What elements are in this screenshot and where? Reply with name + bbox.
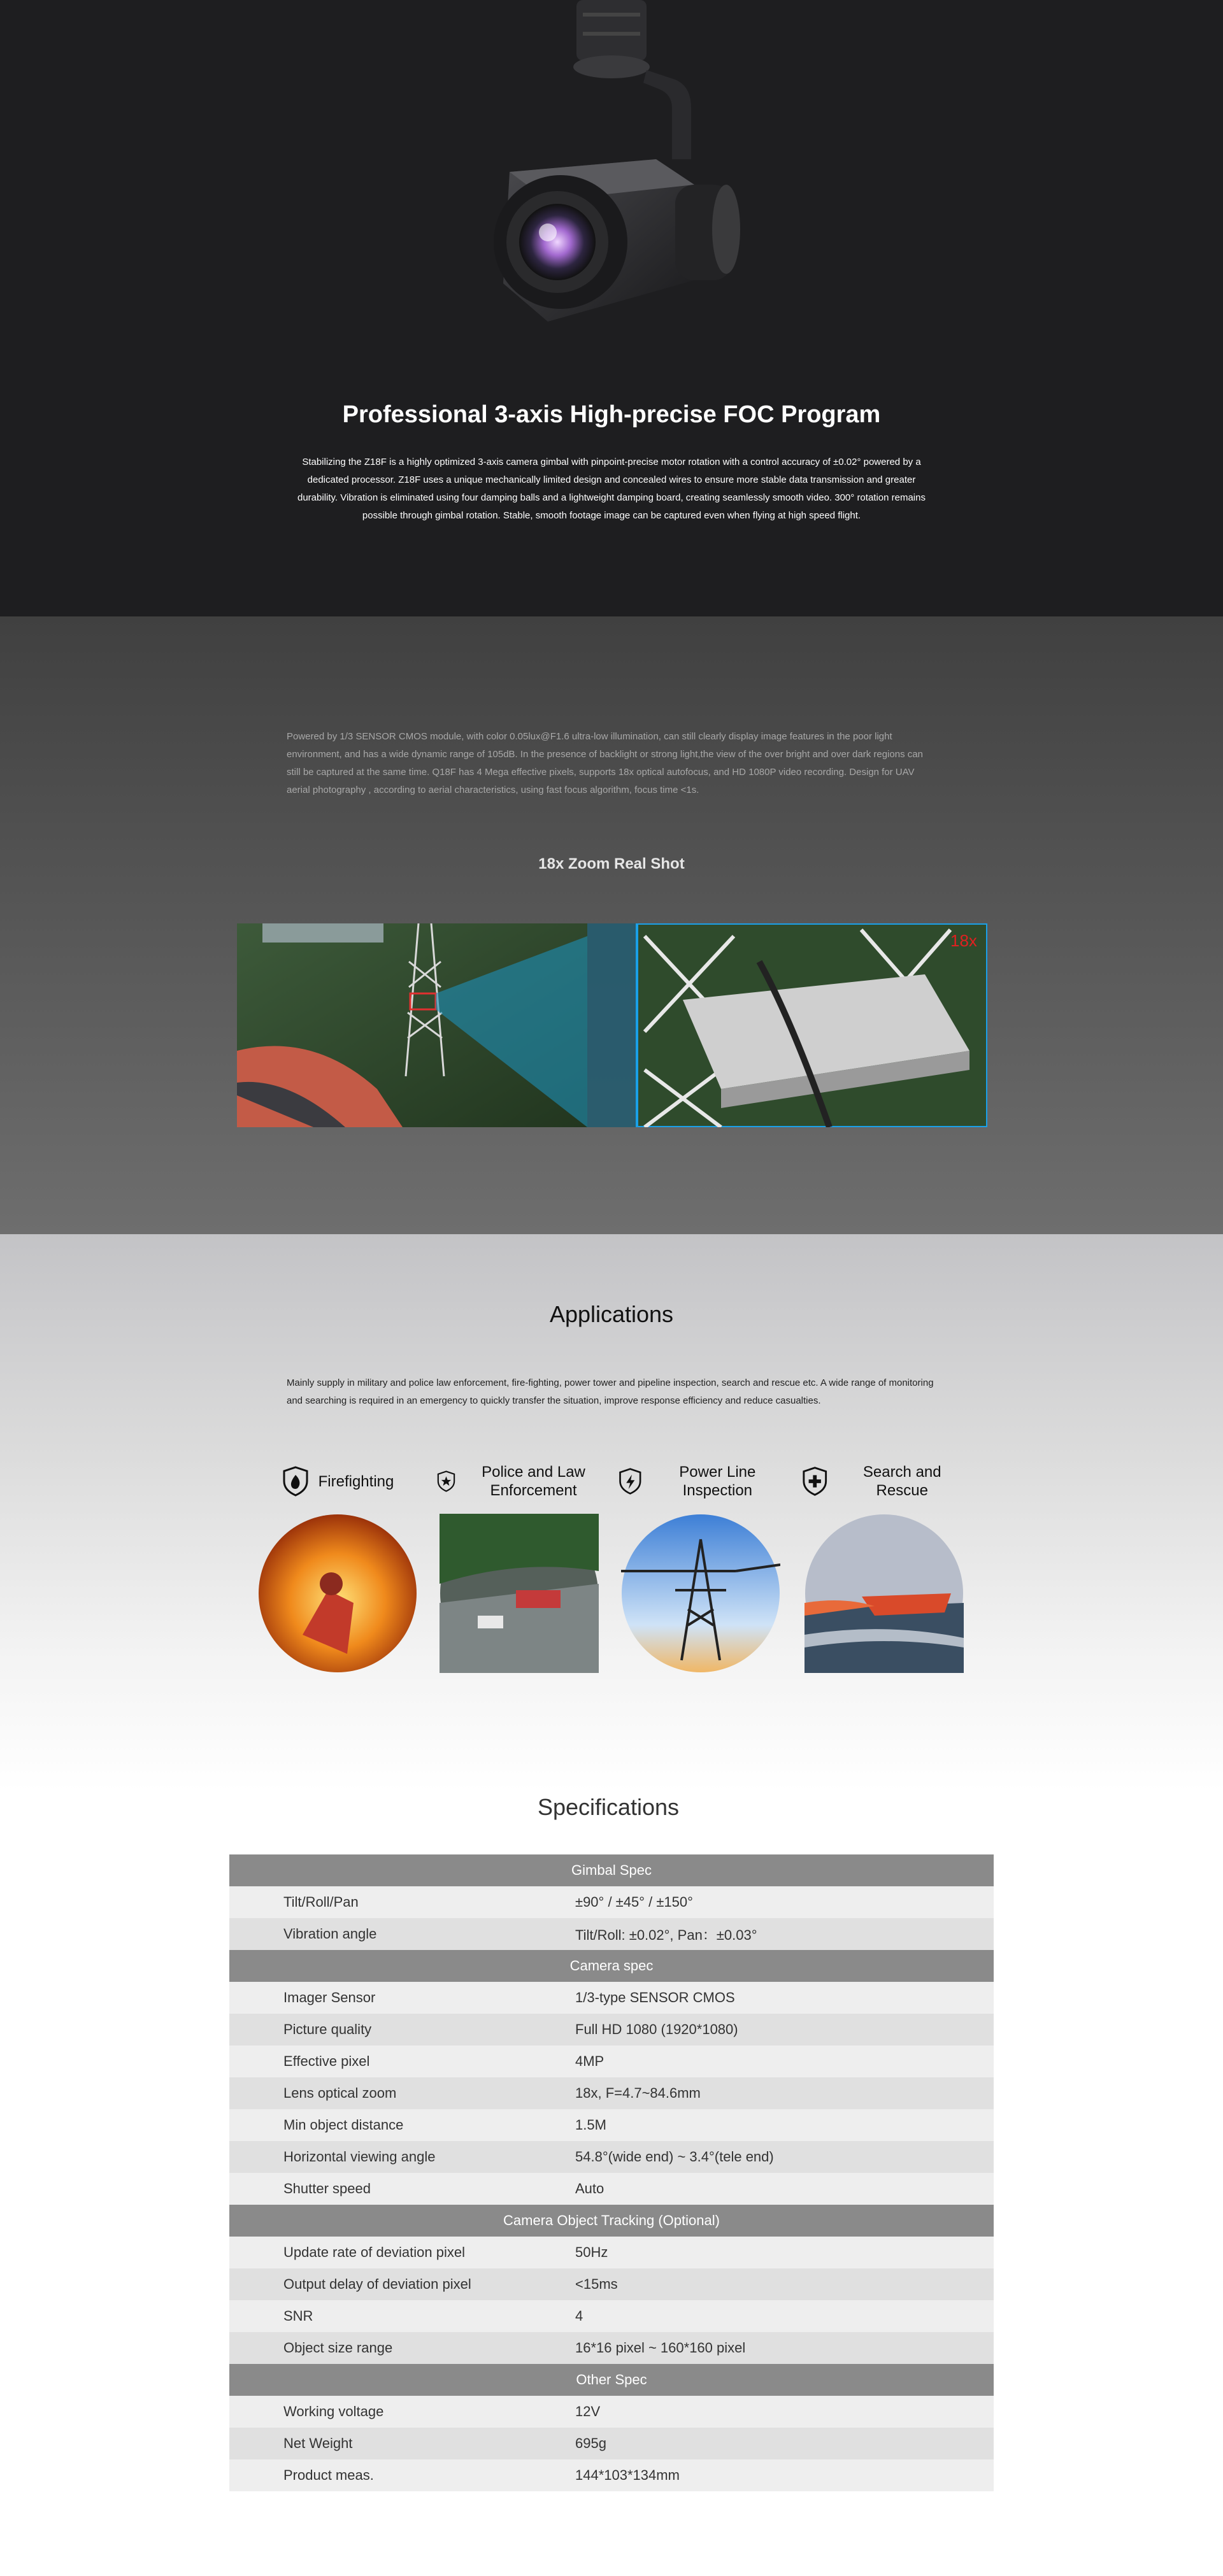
spec-key: Imager Sensor xyxy=(283,1989,376,2005)
spec-key: Tilt/Roll/Pan xyxy=(283,1894,359,1910)
spec-row xyxy=(229,2141,994,2173)
spec-value: 16*16 pixel ~ 160*160 pixel xyxy=(575,2340,746,2356)
spec-key: Min object distance xyxy=(283,2117,404,2133)
spec-row xyxy=(229,2109,994,2141)
spec-table xyxy=(229,1854,994,2491)
specifications-title: Specifications xyxy=(537,1794,680,1820)
zoom-badge: 18x xyxy=(950,931,977,950)
cross-shield-icon xyxy=(801,1466,828,1497)
spec-key: Update rate of deviation pixel xyxy=(283,2244,465,2260)
foc-title: Professional 3-axis High-precise FOC Program xyxy=(342,401,881,428)
spec-row xyxy=(229,2077,994,2109)
spec-key: Effective pixel xyxy=(283,2053,370,2069)
spec-row xyxy=(229,2300,994,2332)
spec-group-header: Other Spec xyxy=(229,2364,994,2396)
specifications-section xyxy=(0,1791,1223,2576)
spec-row xyxy=(229,2268,994,2300)
spec-key: Output delay of deviation pixel xyxy=(283,2276,471,2292)
spec-group-header: Camera Object Tracking (Optional) xyxy=(229,2205,994,2237)
spec-row xyxy=(229,2428,994,2459)
spec-row xyxy=(229,1918,994,1950)
lightning-shield-icon xyxy=(618,1466,643,1497)
spec-value: 695g xyxy=(575,2435,606,2451)
applications-section xyxy=(0,1234,1223,1791)
spec-group-header: Camera spec xyxy=(229,1950,994,1982)
gimbal-camera-image xyxy=(0,0,1223,344)
foc-description: Stabilizing the Z18F is a highly optimized 3-axis camera gimbal with pinpoint-precise motor rotation with a control accuracy of ±0.02° powered by a dedicated processor. Z18F uses a unique mechanically limited design and concealed wires to ensure more stable data transmission and greater durability. Vibration is eliminated using four damping balls and a lightweight damping board, creating seamlessly smooth video. 300° rotation remains possible through gimbal rotation. Stable, smooth footage image can be captured even when flying at high speed flight. xyxy=(297,457,926,521)
spec-row xyxy=(229,1982,994,2014)
spec-value: <15ms xyxy=(575,2276,618,2292)
spec-value: Auto xyxy=(575,2181,604,2196)
application-item-search-rescue xyxy=(801,1462,967,1678)
application-item-firefighting xyxy=(255,1462,420,1678)
spec-value: 1/3-type SENSOR CMOS xyxy=(575,1989,735,2005)
spec-value: 144*103*134mm xyxy=(575,2467,680,2483)
applications-title: Applications xyxy=(549,1301,674,1327)
spec-key: Vibration angle xyxy=(283,1926,377,1942)
foc-program-section xyxy=(0,0,1223,616)
spec-key: Picture quality xyxy=(283,2021,372,2037)
spec-value: Full HD 1080 (1920*1080) xyxy=(575,2021,738,2037)
spec-group-header: Gimbal Spec xyxy=(229,1854,994,1886)
police-star-shield-icon xyxy=(436,1466,456,1497)
spec-key: Net Weight xyxy=(283,2435,353,2451)
police-photo xyxy=(440,1514,599,1673)
applications-description: Mainly supply in military and police law enforcement, fire-fighting, power tower and pipeline inspection, search and rescue etc. A wide range of monitoring and searching is required in an emergency to quickly transfer the situation, improve response efficiency and reduce casualties. xyxy=(287,1377,934,1406)
firefighting-photo xyxy=(258,1514,417,1673)
spec-row xyxy=(229,2396,994,2428)
application-label: Search and Rescue xyxy=(862,1463,941,1499)
spec-row xyxy=(229,2046,994,2077)
spec-value: 4 xyxy=(575,2308,583,2324)
spec-key: Working voltage xyxy=(283,2403,384,2419)
spec-value: 18x, F=4.7~84.6mm xyxy=(575,2085,701,2101)
spec-key: Object size range xyxy=(283,2340,393,2356)
spec-key: Product meas. xyxy=(283,2467,374,2483)
spec-row xyxy=(229,2332,994,2364)
spec-row xyxy=(229,2237,994,2268)
spec-row xyxy=(229,2014,994,2046)
power-line-photo xyxy=(621,1514,780,1673)
spec-key: Lens optical zoom xyxy=(283,2085,397,2101)
spec-value: Tilt/Roll: ±0.02°, Pan：±0.03° xyxy=(575,1926,757,1943)
zoom-description: Powered by 1/3 SENSOR CMOS module, with color 0.05lux@F1.6 ultra-low illumination, can still clearly display image features in the poor light environment, and has a wide dynamic range of 105dB. In the presence of backlight or strong light,the view of the over bright and over dark regions can still be captured at the same time. Q18F has 4 Mega effective pixels, supports 18x optical autofocus, and HD 1080P video recording. Design for UAV aerial photography , according to aerial characteristics, using fast focus algorithm, focus time <1s. xyxy=(287,731,923,795)
application-item-police xyxy=(436,1462,602,1678)
spec-key: Horizontal viewing angle xyxy=(283,2149,436,2165)
spec-key: Shutter speed xyxy=(283,2181,371,2196)
firefighter-shield-icon xyxy=(282,1466,310,1497)
application-label: Power Line Inspection xyxy=(679,1463,756,1499)
spec-row xyxy=(229,1886,994,1918)
spec-row xyxy=(229,2459,994,2491)
spec-value: ±90° / ±45° / ±150° xyxy=(575,1894,693,1910)
spec-value: 50Hz xyxy=(575,2244,608,2260)
spec-value: 1.5M xyxy=(575,2117,606,2133)
spec-value: 4MP xyxy=(575,2053,604,2069)
search-rescue-photo xyxy=(805,1514,964,1673)
zoom-camera-section xyxy=(0,616,1223,1234)
application-label: Firefighting xyxy=(318,1472,394,1490)
real-shot-title: 18x Zoom Real Shot xyxy=(538,855,685,872)
application-label: Police and Law Enforcement xyxy=(482,1463,585,1499)
spec-value: 12V xyxy=(575,2403,601,2419)
zoom-real-shot-image xyxy=(237,923,987,1127)
spec-key: SNR xyxy=(283,2308,313,2324)
spec-row xyxy=(229,2173,994,2205)
application-item-power-line xyxy=(618,1462,783,1678)
spec-value: 54.8°(wide end) ~ 3.4°(tele end) xyxy=(575,2149,774,2165)
